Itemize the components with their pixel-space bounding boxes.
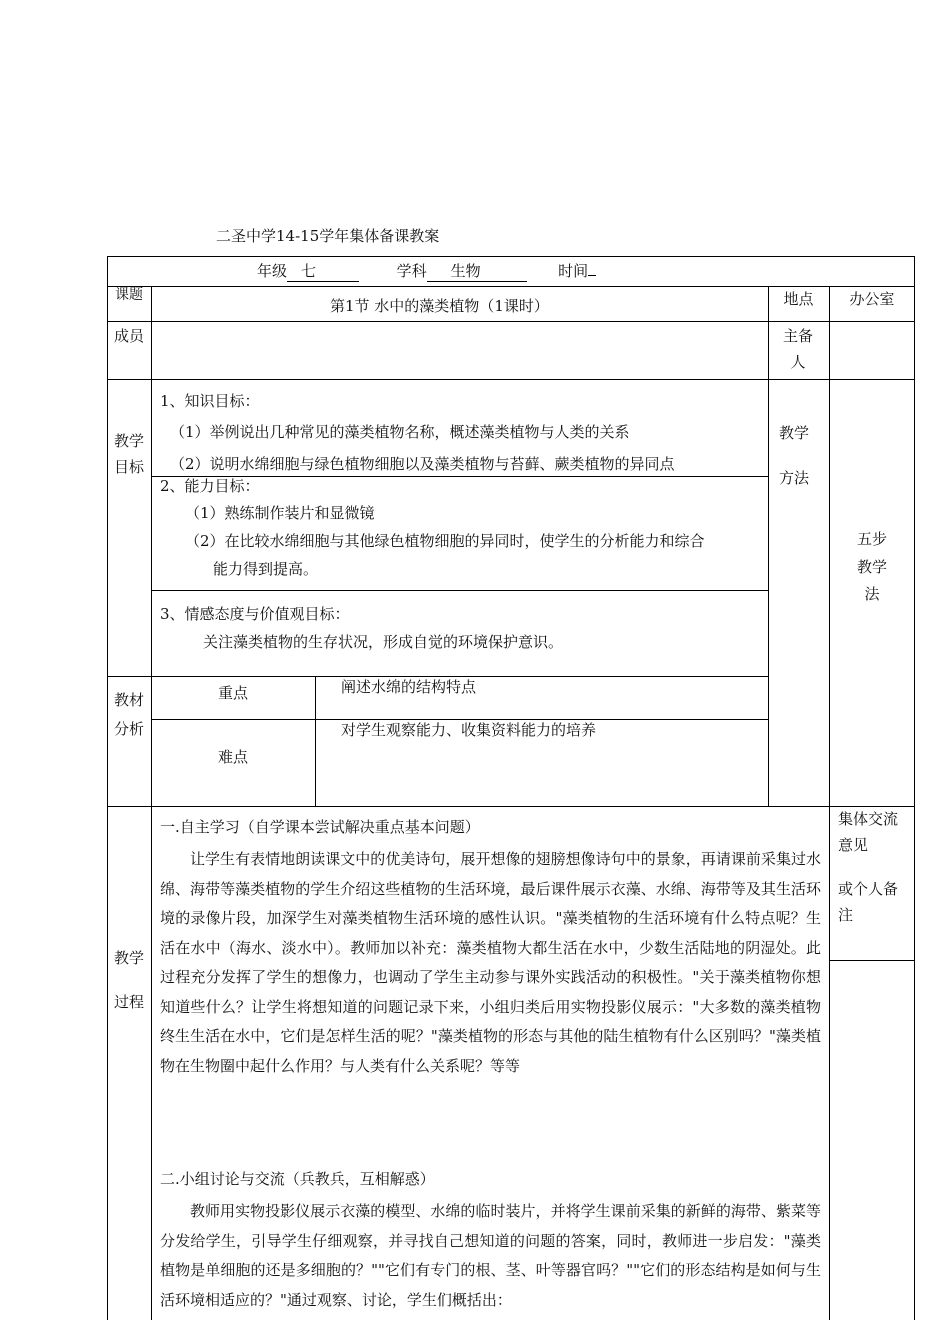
ability-item-2: （2）在比较水绵细胞与其他绿色植物细胞的异同时，使学生的分析能力和综合 — [185, 532, 705, 550]
members-label: 成员 — [114, 327, 145, 345]
method-value: 五步教学法 — [857, 530, 888, 603]
topic-value: 第1节 水中的藻类植物（1课时） — [330, 297, 549, 315]
difficulty-value: 对学生观察能力、收集资料能力的培养 — [341, 721, 597, 739]
ability-item-1: （1）熟练制作装片和显微镜 — [185, 504, 375, 522]
knowledge-item-1: （1）举例说出几种常见的藻类植物名称，概述藻类植物与人类的关系 — [170, 423, 630, 441]
col-right-divider — [829, 286, 830, 1320]
section-2-title: 二.小组讨论与交流（兵教兵，互相解惑） — [160, 1170, 435, 1188]
topic-label: 课题 — [115, 287, 143, 303]
objectives-label: 教学目标 — [114, 432, 145, 476]
grade-value: 七 — [301, 262, 317, 280]
table-line-header — [107, 286, 915, 287]
table-line-topic — [107, 321, 915, 322]
table-border-left — [107, 256, 108, 1320]
line-ability-bottom — [151, 590, 768, 591]
time-label: 时间 — [558, 262, 589, 280]
key-label: 重点 — [217, 684, 248, 702]
lead-label: 主备人 — [782, 327, 813, 371]
key-value: 阐述水绵的结构特点 — [341, 678, 477, 696]
process-label: 教学过程 — [114, 949, 145, 1011]
ability-title: 2、能力目标： — [160, 477, 260, 495]
knowledge-title: 1、知识目标： — [160, 392, 260, 410]
emotion-title: 3、情感态度与价值观目标： — [160, 605, 350, 623]
ability-item-2-cont: 能力得到提高。 — [213, 560, 319, 578]
emotion-item-1: 关注藻类植物的生存状况，形成自觉的环境保护意识。 — [203, 633, 564, 651]
line-sidenote — [829, 960, 915, 961]
place-label: 地点 — [783, 290, 814, 308]
analysis-label: 教材分析 — [114, 691, 145, 738]
grade-label: 年级 — [257, 262, 288, 280]
col-analysis-divider — [315, 676, 316, 806]
method-label: 教学方法 — [779, 424, 810, 487]
knowledge-item-2: （2）说明水绵细胞与绿色植物细胞以及藻类植物与苔藓、蕨类植物的异同点 — [170, 455, 675, 473]
section-1-body: 让学生有表情地朗读课文中的优美诗句，展开想像的翅膀想像诗句中的景象，再请课前采集过水绵、海带等藻类植物的学生介绍这些植物的生活环境，最后课件展示衣藻、水绵、海带等及其生活环境的录像片段，加深学生对藻类植物生活环境的感性认识。"藻类植物的生活环境有什么特点呢？生活在水中（海水、淡水中）。教师加以补充：藻类植物大都生活在水中，少数生活陆地的阴湿处。此过程充分发挥了学生的想像力，也调动了学生主动参与课外实践活动的积极性。"关于藻类植物你想知道些什么？让学生将想知道的问题记录下来，小组归类后用实物投影仪展示："大多数的藻类植物终生生活在水中，它们是怎样生活的呢？"藻类植物的形态与其他的陆生植物有什么区别吗？"藻类植物在生物圈中起什么作用？与人类有什么关系呢？等等 — [160, 850, 821, 1075]
section-1-title: 一.自主学习（自学课本尝试解决重点基本问题） — [160, 818, 480, 836]
section-2-body: 教师用实物投影仪展示衣藻的模型、水绵的临时装片，并将学生课前采集的新鲜的海带、紫菜等分发给学生，引导学生仔细观察，并寻找自己想知道的问题的答案，同时，教师进一步启发："藻类植物是单细胞的还是多细胞的？""它们有专门的根、茎、叶等器官吗？""它们的形态结构是如何与生活环境相适应的？"通过观察、讨论，学生们概括出： — [160, 1202, 821, 1309]
table-border-top — [107, 256, 915, 257]
col-label-divider — [151, 286, 152, 1320]
subject-label: 学科 — [396, 262, 427, 280]
place-value: 办公室 — [849, 290, 895, 308]
difficulty-label: 难点 — [217, 748, 248, 766]
header-row — [257, 261, 596, 282]
col-main-divider — [768, 286, 769, 806]
document-title: 二圣中学14-15学年集体备课教案 — [216, 227, 440, 245]
table-border-right — [914, 256, 915, 1320]
side-note-1: 集体交流意见 — [838, 810, 899, 854]
table-line-members — [107, 379, 915, 380]
subject-value: 生物 — [450, 262, 481, 280]
side-note-2: 或个人备注 — [838, 880, 899, 924]
table-line-analysis — [107, 806, 915, 807]
